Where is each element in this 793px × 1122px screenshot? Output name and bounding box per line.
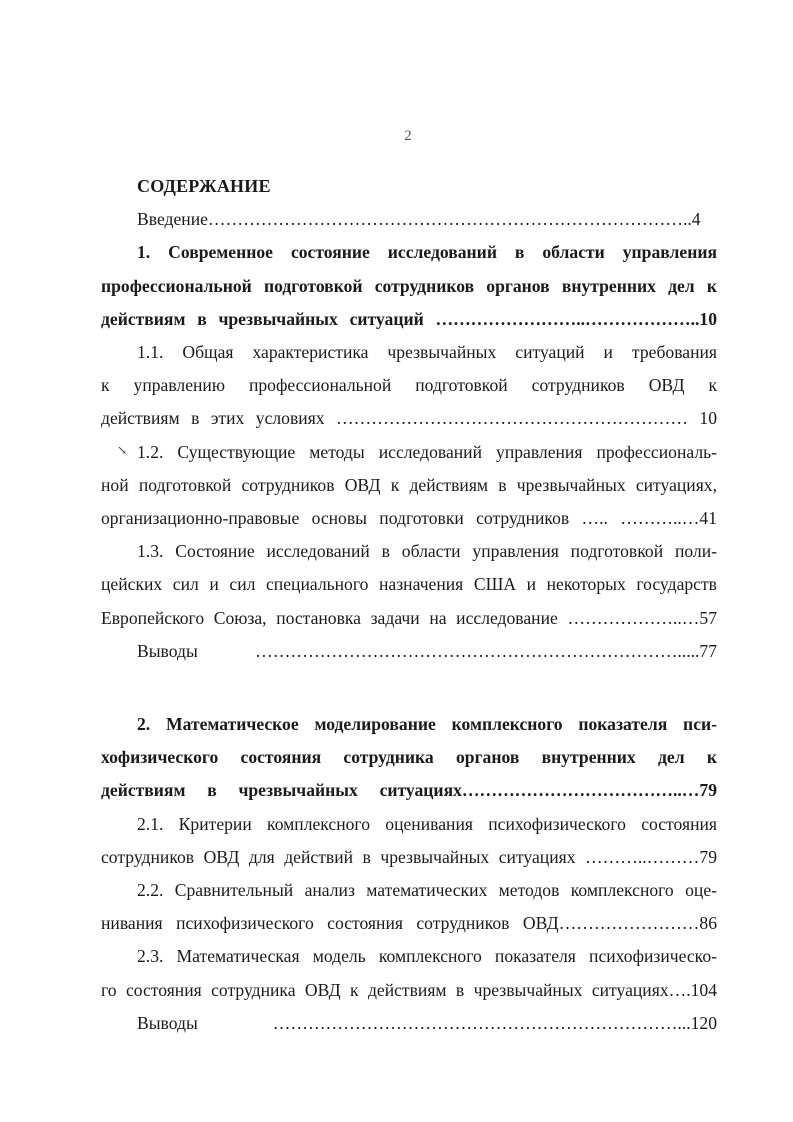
subsection-line: действиям в этих условиях …………………………………………………… 10 bbox=[101, 408, 717, 429]
subsection-line: Европейского Союза, постановка задачи на исследование ………………..…57 bbox=[101, 607, 717, 628]
subsection-line: сотрудников ОВД для действий в чрезвычайных ситуациях ………..………79 bbox=[101, 846, 717, 867]
toc-subsection-1-2 bbox=[101, 436, 717, 536]
subsection-line: 1.2. Существующие методы исследований управления профессиональ- bbox=[137, 441, 717, 462]
subsection-line: цейских сил и сил специального назначения США и некоторых государств bbox=[101, 574, 717, 595]
subsection-line: нивания психофизического состояния сотрудников ОВД……………………86 bbox=[101, 913, 717, 934]
toc-section-2 bbox=[101, 708, 717, 808]
section-2-line: 2. Математическое моделирование комплексного показателя пси- bbox=[137, 714, 717, 735]
toc-subsection-2-3 bbox=[101, 940, 717, 1006]
subsection-line: 1.1. Общая характеристика чрезвычайных ситуаций и требования bbox=[137, 342, 717, 363]
page-number: 2 bbox=[404, 128, 412, 144]
subsection-line: 2.3. Математическая модель комплексного показателя психофизическо- bbox=[137, 946, 717, 967]
subsection-line: ной подготовкой сотрудников ОВД к действиям в чрезвычайных ситуациях, bbox=[101, 474, 717, 495]
subsection-line: к управлению профессиональной подготовкой сотрудников ОВД к bbox=[101, 375, 717, 396]
subsection-line: го состояния сотрудника ОВД к действиям в чрезвычайных ситуациях….104 bbox=[101, 979, 717, 1000]
subsection-line: 2.2. Сравнительный анализ математических методов комплексного оце- bbox=[137, 880, 717, 901]
subsection-line: 2.1. Критерии комплексного оценивания психофизического состояния bbox=[137, 813, 717, 834]
section-1-line: действиям в чрезвычайных ситуаций ……………………..………………..10 bbox=[101, 308, 717, 329]
table-of-contents bbox=[101, 170, 717, 1040]
section-2-line: хофизического состояния сотрудника органов внутренних дел к bbox=[101, 747, 717, 768]
toc-subsection-1-3 bbox=[101, 535, 717, 635]
subsection-line: организационно-правовые основы подготовки сотрудников ….. ………..…41 bbox=[101, 508, 717, 529]
toc-subsection-2-2 bbox=[101, 874, 717, 940]
section-gap bbox=[101, 668, 717, 708]
section-2-line: действиям в чрезвычайных ситуациях………………………………..…79 bbox=[101, 780, 717, 801]
subsection-line: 1.3. Состояние исследований в области управления подготовкой поли- bbox=[137, 541, 717, 562]
section-1-line: профессиональной подготовкой сотрудников органов внутренних дел к bbox=[101, 275, 717, 296]
toc-conclusions-1: Выводы ……………………………………………………………….....77 bbox=[137, 640, 717, 661]
toc-intro: Введение………………………………………………………………………..4 bbox=[137, 209, 701, 230]
toc-conclusions-2: Выводы ……………………………………………………………...120 bbox=[137, 1012, 717, 1033]
stray-mark-icon: ↘ bbox=[117, 443, 128, 457]
section-1-line: 1. Современное состояние исследований в области управления bbox=[137, 242, 717, 263]
toc-subsection-1-1 bbox=[101, 336, 717, 436]
toc-section-1 bbox=[101, 236, 717, 336]
toc-subsection-2-1 bbox=[101, 808, 717, 874]
toc-heading: СОДЕРЖАНИЕ bbox=[137, 176, 271, 196]
